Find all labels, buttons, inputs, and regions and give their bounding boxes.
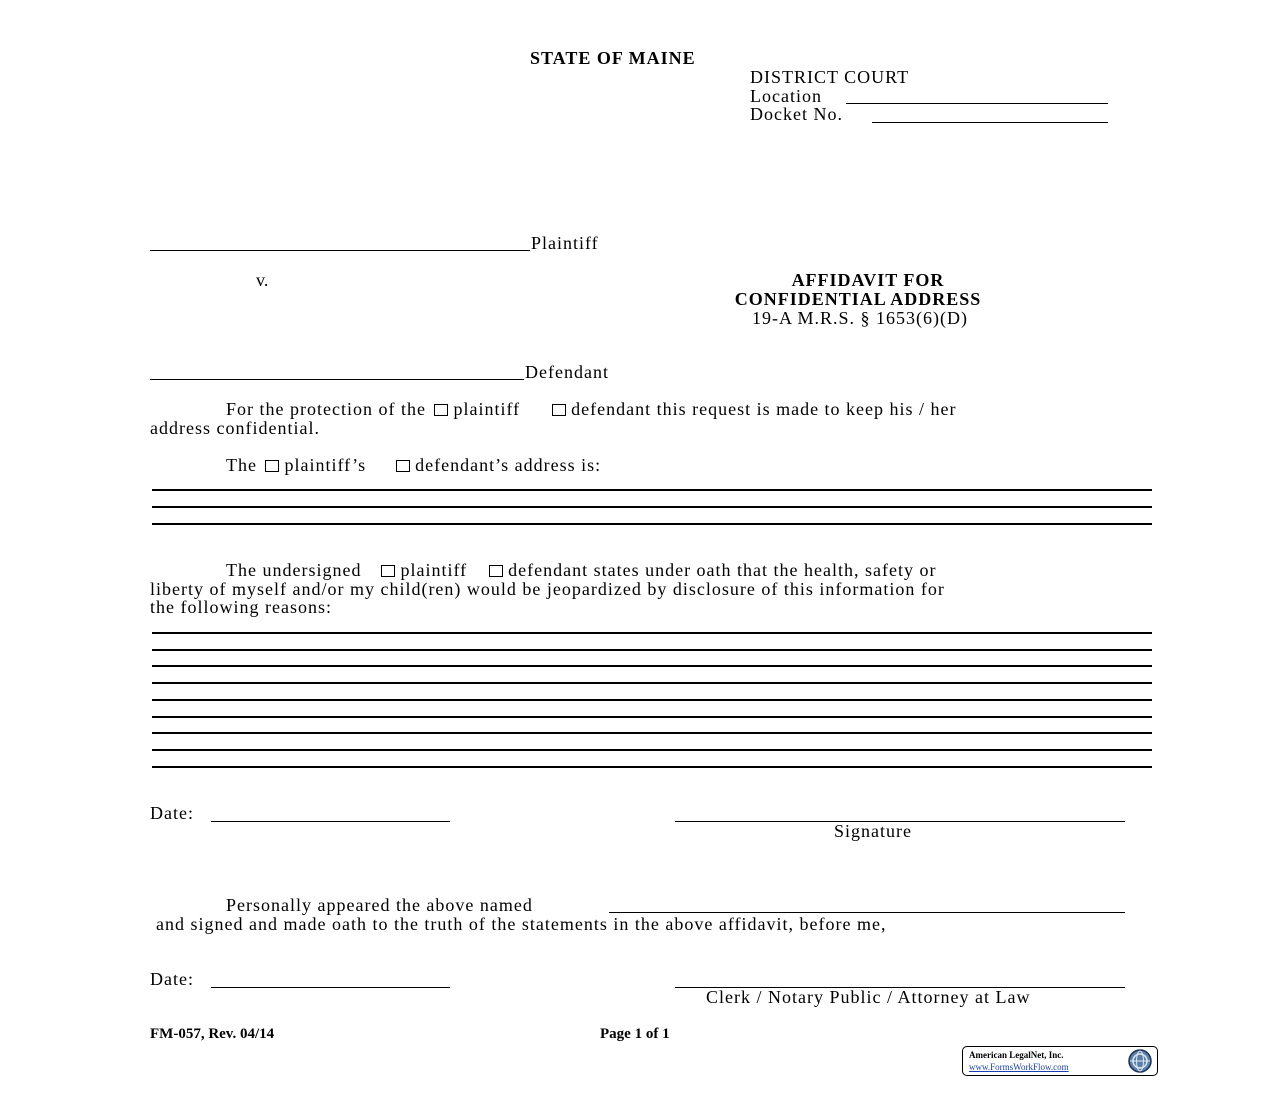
- plaintiff-name-field[interactable]: [150, 250, 530, 251]
- defendant-name-field[interactable]: [150, 379, 524, 380]
- protection-defendant-checkbox[interactable]: [552, 404, 566, 416]
- reasons-line-field[interactable]: [152, 649, 1152, 651]
- protection-plaintiff-label: plaintiff: [453, 399, 521, 419]
- logo-company: American LegalNet, Inc.: [969, 1050, 1064, 1060]
- reasons-line-field[interactable]: [152, 665, 1152, 667]
- address-line: [226, 455, 601, 476]
- protection-intro: For the protection of the: [226, 399, 426, 419]
- protection-continuation: address confidential.: [150, 418, 320, 438]
- oath-intro: The undersigned: [226, 560, 362, 580]
- notary-date-label: Date:: [150, 969, 194, 989]
- reasons-line-field[interactable]: [152, 632, 1152, 634]
- protection-line: [226, 399, 957, 420]
- form-id: FM-057, Rev. 04/14: [150, 1026, 275, 1042]
- oath-defendant-label: defendant states under oath that the health, safety or: [508, 560, 937, 580]
- oath-line-2: liberty of myself and/or my child(ren) would be jeopardized by disclosure of this information for: [150, 579, 945, 599]
- legalnet-logo: [962, 1046, 1158, 1076]
- reasons-line-field[interactable]: [152, 682, 1152, 684]
- reasons-line-field[interactable]: [152, 749, 1152, 751]
- state-heading: STATE OF MAINE: [530, 48, 696, 68]
- address-intro: The: [226, 455, 257, 475]
- appeared-name-field[interactable]: [609, 912, 1125, 913]
- page-number: Page 1 of 1: [600, 1026, 670, 1042]
- oath-statement: and signed and made oath to the truth of the statements in the above affidavit, before me,: [156, 914, 887, 934]
- oath-plaintiff-checkbox[interactable]: [381, 565, 395, 577]
- globe-icon: [1127, 1048, 1153, 1074]
- protection-plaintiff-checkbox[interactable]: [434, 404, 448, 416]
- address-plaintiff-checkbox[interactable]: [265, 460, 279, 472]
- versus-label: v.: [256, 270, 269, 290]
- defendant-label: Defendant: [525, 362, 609, 382]
- oath-plaintiff-label: plaintiff: [400, 560, 468, 580]
- signature-date-field[interactable]: [211, 821, 450, 822]
- official-label: Clerk / Notary Public / Attorney at Law: [706, 987, 1031, 1007]
- reasons-line-field[interactable]: [152, 766, 1152, 768]
- reasons-line-field[interactable]: [152, 699, 1152, 701]
- address-defendant-label: defendant’s address is:: [415, 455, 602, 475]
- statute-citation: 19-A M.R.S. § 1653(6)(D): [752, 308, 968, 328]
- oath-line-1: [226, 560, 937, 581]
- address-defendant-checkbox[interactable]: [396, 460, 410, 472]
- address-line-field[interactable]: [152, 489, 1152, 491]
- docket-label: Docket No.: [750, 104, 843, 124]
- court-name: DISTRICT COURT: [750, 67, 910, 87]
- notary-date-field[interactable]: [211, 987, 450, 988]
- signature-date-label: Date:: [150, 803, 194, 823]
- location-label: Location: [750, 86, 822, 106]
- reasons-line-field[interactable]: [152, 716, 1152, 718]
- logo-url-link[interactable]: www.FormsWorkFlow.com: [969, 1062, 1069, 1072]
- protection-defendant-label: defendant this request is made to keep his / her: [571, 399, 957, 419]
- address-plaintiff-label: plaintiff’s: [284, 455, 367, 475]
- title-line-2: CONFIDENTIAL ADDRESS: [734, 289, 982, 309]
- appeared-text: Personally appeared the above named: [226, 895, 533, 915]
- address-line-field[interactable]: [152, 523, 1152, 525]
- reasons-line-field[interactable]: [152, 732, 1152, 734]
- address-line-field[interactable]: [152, 506, 1152, 508]
- title-line-1: AFFIDAVIT FOR: [791, 270, 945, 290]
- oath-defendant-checkbox[interactable]: [489, 565, 503, 577]
- plaintiff-label: Plaintiff: [531, 233, 599, 253]
- oath-line-3: the following reasons:: [150, 597, 332, 617]
- location-field[interactable]: [846, 103, 1108, 104]
- docket-field[interactable]: [872, 122, 1108, 123]
- signature-label: Signature: [834, 821, 912, 841]
